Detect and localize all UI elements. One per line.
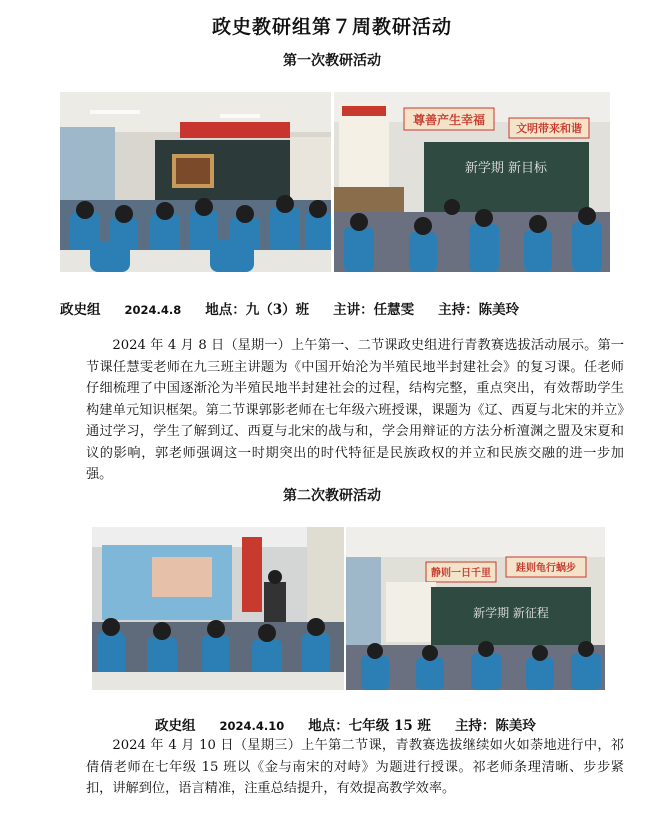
page-title: 政史教研组第７周教研活动 (211, 16, 452, 38)
date-label-2: 2024.4.10 (219, 719, 285, 733)
location-label: 地点：九（3）班 (205, 302, 310, 318)
group-label-2: 政史组 (155, 718, 196, 734)
classroom-photo-4 (346, 527, 605, 690)
slogan-right-2: 跬则龟行蜗步 (516, 563, 576, 574)
group-label: 政史组 (60, 302, 101, 318)
slogan-right: 文明带来和谐 (516, 122, 582, 135)
slogan-left: 尊善产生幸福 (412, 113, 486, 127)
host-label-2: 主持：陈美玲 (454, 718, 536, 734)
section-heading-second: 第二次教研活动 (283, 488, 381, 504)
classroom-photo-3 (92, 527, 344, 690)
host-label: 主持：陈美玲 (438, 302, 520, 318)
first-paragraph: 2024 年 4 月 8 日（星期一）上午第一、二节课政史组进行青教赛选拔活动展示。第一节课任慧雯老师在九三班主讲题为《中国开始沦为半殖民地半封建社会》的复习课。任老师仔细梳理了中国逐渐沦为半殖民地半封建社会的过程，结构完整，重点突出，有效帮助学生构建单元知识框架。第二节课郭影老师在七年级六班授课，课题为《辽、西夏与北宋的并立》通过学习，学生了解到辽、西夏与北宋的战与和，学会用辩证的方法分析澶渊之盟及宋夏和议的影响，郭老师强调这一时期突出的时代特征是民族政权的并立和民族交融的进一步加强。 (86, 338, 624, 482)
first-meta-line (60, 298, 543, 318)
speaker-label: 主讲：任慧雯 (333, 302, 415, 318)
second-meta-line (155, 714, 560, 734)
classroom-photo-2 (334, 92, 610, 272)
blackboard-text: 新学期 新目标 (464, 161, 548, 176)
location-label-2: 地点：七年级 15 班 (308, 718, 431, 734)
date-label: 2024.4.8 (124, 303, 182, 317)
slogan-left-2: 静则一日千里 (431, 568, 491, 579)
second-paragraph: 2024 年 4 月 10 日（星期三）上午第二节课，青教赛选拔继续如火如荼地进行中，祁倩倩老师在七年级 15 班以《金与南宋的对峙》为题进行授课。祁老师条理清晰、步步紧扣，讲解到位，语言精准，注重总结提升，有效提高教学效率。 (86, 738, 624, 796)
classroom-photo-1 (60, 92, 331, 272)
blackboard-text-2: 新学期 新征程 (473, 606, 549, 620)
section-heading-first: 第一次教研活动 (283, 53, 381, 69)
